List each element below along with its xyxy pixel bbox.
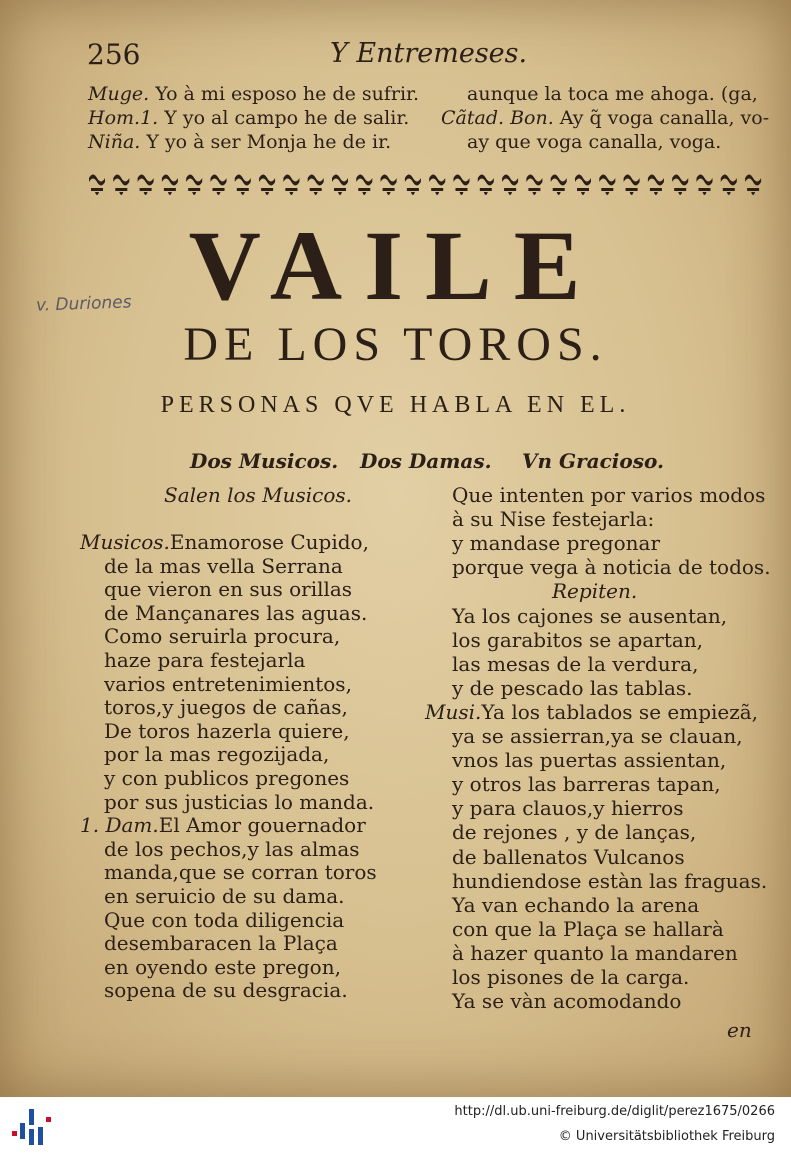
line-text: los pisones de la carga. bbox=[452, 965, 690, 989]
line-text: de rejones , y de lanças, bbox=[452, 820, 697, 845]
line-text: en seruicio de su dama. bbox=[104, 884, 345, 908]
top-line bbox=[88, 130, 391, 154]
line-text: aunque la toca me ahoga. (ga, bbox=[467, 83, 758, 105]
line-text: Ya los cajones se ausentan, bbox=[452, 603, 728, 628]
verse-line bbox=[452, 917, 724, 941]
ornament-glyph bbox=[332, 175, 348, 196]
verse-line bbox=[104, 884, 344, 908]
verse-line bbox=[104, 577, 352, 601]
ornament-glyph bbox=[283, 175, 299, 196]
speaker: 1. Dam. bbox=[80, 813, 159, 838]
line-text: Salen los Musicos. bbox=[164, 483, 353, 507]
line-text: El Amor gouernador bbox=[158, 813, 366, 838]
verse-line bbox=[104, 931, 338, 955]
line-text: porque vega à noticia de todos. bbox=[452, 555, 771, 580]
ornament-glyph bbox=[235, 175, 251, 196]
ornament-glyph bbox=[648, 175, 664, 196]
verse-line bbox=[104, 648, 305, 672]
verse-line bbox=[104, 955, 341, 979]
ornament-glyph bbox=[162, 175, 178, 196]
verse-line bbox=[452, 676, 693, 700]
line-text: Repiten. bbox=[552, 579, 638, 604]
ornament-glyph bbox=[429, 175, 445, 196]
verse-line bbox=[452, 724, 743, 748]
ornament-glyph bbox=[599, 175, 615, 196]
top-line bbox=[441, 106, 769, 130]
title-subtitle: DE LOS TOROS. bbox=[183, 318, 608, 371]
verse-line bbox=[452, 748, 726, 772]
ornament-glyph bbox=[745, 175, 761, 196]
line-text: haze para festejarla bbox=[104, 648, 306, 672]
line-text: Que intenten por varios modos bbox=[452, 483, 766, 507]
verse-line bbox=[452, 965, 689, 989]
ornament-glyph bbox=[478, 175, 494, 196]
verse-line bbox=[452, 604, 727, 628]
line-text: de Mançanares las aguas. bbox=[104, 600, 368, 625]
line-text: hundiendose estàn las fraguas. bbox=[452, 868, 768, 893]
line-text: de la mas vella Serrana bbox=[104, 553, 343, 578]
line-text: Que con toda diligencia bbox=[104, 907, 345, 932]
line-text: toros,y juegos de cañas, bbox=[104, 695, 348, 720]
line-text: De toros hazerla quiere, bbox=[104, 718, 350, 743]
ornament-glyph bbox=[186, 175, 202, 196]
ornament-glyph bbox=[211, 175, 227, 196]
verse-line bbox=[452, 531, 660, 555]
verse-line bbox=[452, 772, 721, 796]
line-text: de los pechos,y las almas bbox=[104, 836, 360, 861]
speaker: Hom.1. bbox=[88, 107, 159, 129]
verse-line bbox=[452, 820, 696, 844]
top-line bbox=[467, 82, 758, 106]
line-text: varios entretenimientos, bbox=[104, 671, 352, 696]
verse-line bbox=[452, 845, 685, 869]
ornament-glyph bbox=[551, 175, 567, 196]
ornament-glyph bbox=[575, 175, 591, 196]
verse-line bbox=[164, 483, 352, 507]
speaker: Musicos. bbox=[80, 530, 170, 554]
line-text: à su Nise festejarla: bbox=[452, 507, 655, 532]
top-line bbox=[88, 82, 419, 106]
verse-line bbox=[104, 766, 349, 790]
verse-line bbox=[552, 579, 637, 603]
verse-line bbox=[452, 628, 703, 652]
ornament-glyph bbox=[405, 175, 421, 196]
line-text: Ya se vàn acomodando bbox=[452, 989, 682, 1014]
speaker: Niña. bbox=[88, 131, 141, 153]
verse-line bbox=[425, 700, 758, 724]
verse-line bbox=[104, 908, 344, 932]
ornament-glyph bbox=[672, 175, 688, 196]
handwritten-margin-note: v. Duriones bbox=[35, 292, 132, 316]
ornament-glyph bbox=[138, 175, 154, 196]
verse-line bbox=[80, 530, 369, 554]
line-text: sopena de su desgracia. bbox=[104, 978, 348, 1003]
verse-line bbox=[104, 554, 343, 578]
permalink-url[interactable]: http://dl.ub.uni-freiburg.de/diglit/perez1675/0266 bbox=[454, 1104, 775, 1119]
line-text: por la mas regozijada, bbox=[104, 742, 330, 767]
ornament-glyph bbox=[89, 175, 105, 196]
line-text: Enamorose Cupido, bbox=[169, 530, 369, 554]
verse-line bbox=[452, 893, 699, 917]
line-text: vnos las puertas assientan, bbox=[452, 748, 727, 773]
speaker: Muge. bbox=[88, 83, 150, 105]
verse-line bbox=[104, 624, 340, 648]
verse-line bbox=[104, 601, 367, 625]
top-line bbox=[88, 106, 409, 130]
line-text: de ballenatos Vulcanos bbox=[452, 844, 685, 869]
line-text: los garabitos se apartan, bbox=[452, 627, 704, 652]
line-text: Ya los tablados se empiezã, bbox=[481, 699, 759, 724]
verse-line bbox=[104, 695, 348, 719]
line-text: y con publicos pregones bbox=[104, 766, 350, 790]
line-text: las mesas de la verdura, bbox=[452, 651, 699, 676]
ornament-glyph bbox=[381, 175, 397, 196]
line-text: que vieron en sus orillas bbox=[104, 577, 353, 602]
verse-line bbox=[452, 507, 654, 531]
ornament-glyph bbox=[502, 175, 518, 196]
ornament-glyph bbox=[624, 175, 640, 196]
verse-line bbox=[104, 672, 352, 696]
footer bbox=[0, 1097, 791, 1153]
verse-line bbox=[452, 652, 698, 676]
verse-line bbox=[104, 860, 377, 884]
copyright-notice: © Universitätsbibliothek Freiburg bbox=[558, 1129, 775, 1144]
verse-line bbox=[104, 790, 374, 814]
line-text: desembaracen la Plaça bbox=[104, 931, 338, 956]
line-text: ya se assierran,ya se clauan, bbox=[452, 724, 743, 748]
verse-line bbox=[452, 555, 771, 579]
verse-line bbox=[104, 978, 348, 1002]
ornament-glyph bbox=[259, 175, 275, 196]
line-text: Como seruirla procura, bbox=[104, 624, 341, 649]
line-text: con que la Plaça se hallarà bbox=[452, 916, 724, 941]
line-text: y mandase pregonar bbox=[452, 531, 661, 556]
speaker: Musi. bbox=[425, 699, 482, 724]
line-text: Y yo à ser Monja he de ir. bbox=[146, 131, 392, 153]
cast-member: Vn Gracioso. bbox=[522, 449, 664, 473]
line-text: manda,que se corran toros bbox=[104, 860, 377, 885]
line-text: Yo à mi esposo he de sufrir. bbox=[155, 83, 420, 105]
ornament-glyph bbox=[308, 175, 324, 196]
verse-line bbox=[104, 837, 360, 861]
cast-member: Dos Musicos. bbox=[190, 449, 339, 473]
catchword: en bbox=[727, 1018, 752, 1042]
line-text: Ay q̃ voga canalla, vo- bbox=[559, 107, 770, 129]
ornament-glyph bbox=[356, 175, 372, 196]
ornament-glyph bbox=[697, 175, 713, 196]
line-text: Y yo al campo he de salir. bbox=[164, 107, 410, 129]
ornament-glyph bbox=[526, 175, 542, 196]
verse-line bbox=[452, 796, 683, 820]
verse-line bbox=[104, 742, 329, 766]
line-text: por sus justicias lo manda. bbox=[104, 789, 375, 814]
line-text: Ya van echando la arena bbox=[452, 892, 700, 917]
speaker: Cãtad. Bon. bbox=[441, 107, 554, 129]
university-logo-icon bbox=[12, 1107, 52, 1147]
ornament-glyph bbox=[454, 175, 470, 196]
title-main: VAILE bbox=[188, 210, 603, 321]
ornament-glyph bbox=[721, 175, 737, 196]
line-text: y de pescado las tablas. bbox=[452, 675, 693, 700]
top-line bbox=[467, 130, 721, 154]
cast-member: Dos Damas. bbox=[360, 449, 492, 473]
line-text: y para clauos,y hierros bbox=[452, 796, 684, 821]
verse-line bbox=[452, 869, 767, 893]
running-title: Y Entremeses. bbox=[330, 38, 528, 69]
ornament-glyph bbox=[113, 175, 129, 196]
line-text: à hazer quanto la mandaren bbox=[452, 940, 738, 965]
verse-line bbox=[104, 719, 350, 743]
line-text: y otros las barreras tapan, bbox=[452, 772, 721, 797]
ornament-band bbox=[85, 170, 765, 200]
personas-heading: PERSONAS QVE HABLA EN EL. bbox=[160, 392, 631, 418]
verse-line bbox=[452, 989, 681, 1013]
page-number: 256 bbox=[87, 38, 141, 71]
verse-line bbox=[80, 813, 366, 837]
verse-line bbox=[452, 483, 765, 507]
line-text: en oyendo este pregon, bbox=[104, 954, 341, 979]
line-text: ay que voga canalla, voga. bbox=[467, 131, 722, 153]
verse-line bbox=[452, 941, 738, 965]
